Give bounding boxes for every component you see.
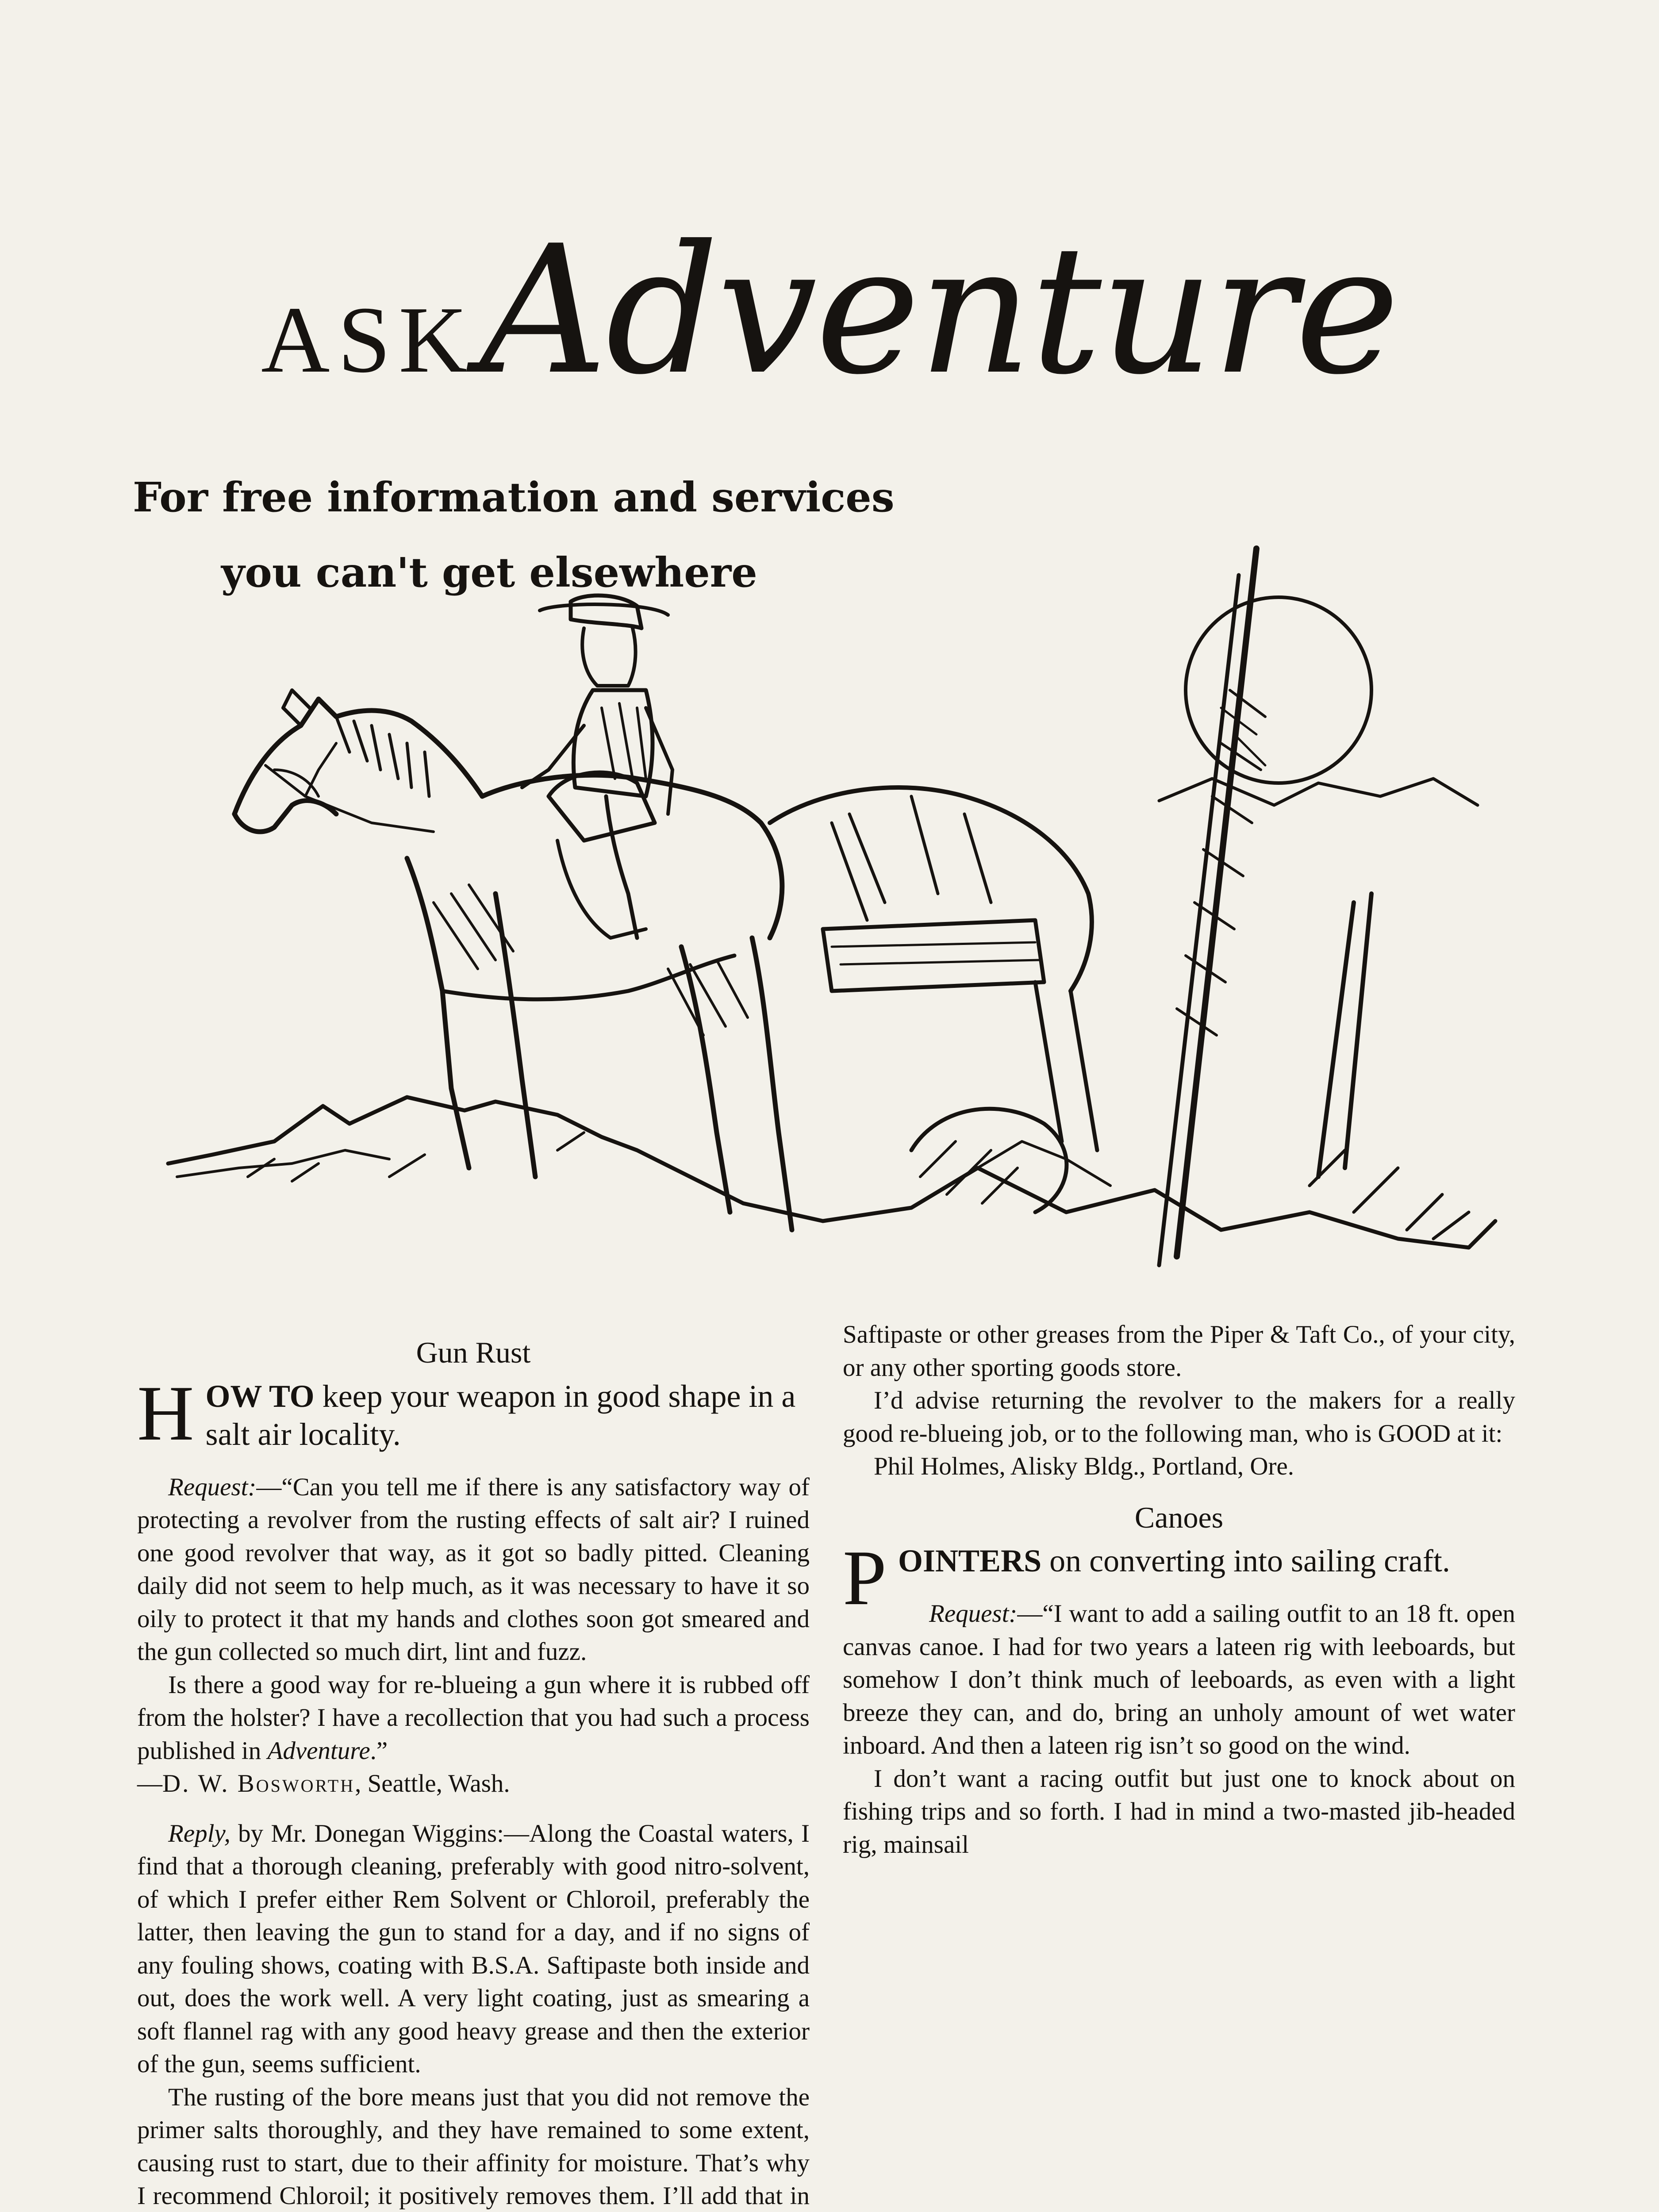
signature xyxy=(137,1767,810,1801)
title-ask: ASK xyxy=(261,287,476,392)
reply-label: Reply, xyxy=(168,1819,230,1847)
reply-paragraph-2 xyxy=(137,2081,810,2212)
request-label: Request: xyxy=(168,1473,257,1501)
reply-paragraph-2-continued: Saftipaste or other greases from the Piper & Taft Co., of your city, or any other sporting goods store. xyxy=(843,1321,1515,1382)
cowboy-on-horse-illustration xyxy=(159,460,1513,1310)
request-text-2: Is there a good way for re-blueing a gun where it is rubbed off from the holster? I have a recollection that you had such a process published in xyxy=(137,1671,810,1765)
request-close: .” xyxy=(370,1736,388,1765)
signature-name: D. W. Bosworth xyxy=(162,1770,355,1797)
request-text: —“I want to add a sailing outfit to an 18 ft. open canvas canoe. I had for two years a lateen rig with leeboards, but somehow I don’t think much of leeboards, as even with a light breeze they can, and do, bring an unholy amount of wet water inboard. And then a lateen rig isn’t so good on the wind. xyxy=(843,1600,1515,1759)
reply-text: by Mr. Donegan Wiggins:—Along the Coastal waters, I find that a thorough cleaning, preferably with good nitro-solvent, of which I prefer either Rem Solvent or Chloroil, preferably the latter, then leaving the gun to stand for a day, and if no signs of any fouling shows, coating with B.S.A. Saftipaste both inside and out, does the work well. A very light coating, just as smearing a soft flannel rag with any good heavy grease and then the exterior of the gun, seems sufficient. xyxy=(137,1819,810,2078)
reply-paragraph xyxy=(137,1817,810,2081)
lead-first-words: OW TO xyxy=(205,1378,315,1414)
request-paragraph xyxy=(137,1471,810,1669)
request-paragraph-canoes xyxy=(843,1598,1515,1763)
drop-cap: H xyxy=(137,1369,194,1457)
reply-text-2: The rusting of the bore means just that you did not remove the primer salts thoroughly, and they have remained to some extent, causing rust to start, due to their affinity for moisture. That’s why I recommend Chloroil; it positively removes them. I’ll add that in xyxy=(137,2083,810,2210)
request-label: Request: xyxy=(929,1600,1018,1628)
signature-dash: — xyxy=(137,1770,162,1797)
lead-first-words: OINTERS xyxy=(898,1543,1042,1578)
signature-place: , Seattle, Wash. xyxy=(355,1770,510,1797)
lead-rest: on converting into sailing craft. xyxy=(1041,1543,1450,1578)
column-left xyxy=(137,1318,810,2212)
article-title-gun-rust: Gun Rust xyxy=(416,1336,531,1369)
article-title-canoes: Canoes xyxy=(1134,1500,1224,1534)
reply-paragraph-3: I’d advise returning the revolver to the makers for a really good re-blueing job, or to the following man, who is GOOD at it: xyxy=(843,1386,1515,1448)
magazine-name: Adventure xyxy=(267,1736,370,1765)
reply-paragraph-4: Phil Holmes, Alisky Bldg., Portland, Ore. xyxy=(874,1452,1294,1480)
request-paragraph-2 xyxy=(137,1669,810,1768)
drop-cap: P xyxy=(843,1534,887,1621)
lead-rest: keep your weapon in good shape in a salt air locality. xyxy=(205,1378,796,1452)
column-right xyxy=(843,1318,1515,1861)
request-text: —“Can you tell me if there is any satisfactory way of protecting a revolver from the rusting effects of salt air? I ruined one good revolver that way, as it got so badly pitted. Cleaning daily did not seem to help much, as it was necessary to have it so oily to protect it that my hands and clothes soon got smeared and the gun collected so much dirt, lint and fuzz. xyxy=(137,1473,810,1666)
request-paragraph-canoes-2: I don’t want a racing outfit but just one to knock about on fishing trips and so forth. I had in mind a two-masted jib-headed rig, mainsail xyxy=(843,1764,1515,1859)
tagline-line-2: you can't get elsewhere xyxy=(221,549,757,596)
masthead xyxy=(0,208,1659,414)
article-lead-gun-rust xyxy=(137,1369,810,1457)
tagline-line-1: For free information and services xyxy=(133,473,895,521)
title-adventure: Adventure xyxy=(480,208,1398,414)
